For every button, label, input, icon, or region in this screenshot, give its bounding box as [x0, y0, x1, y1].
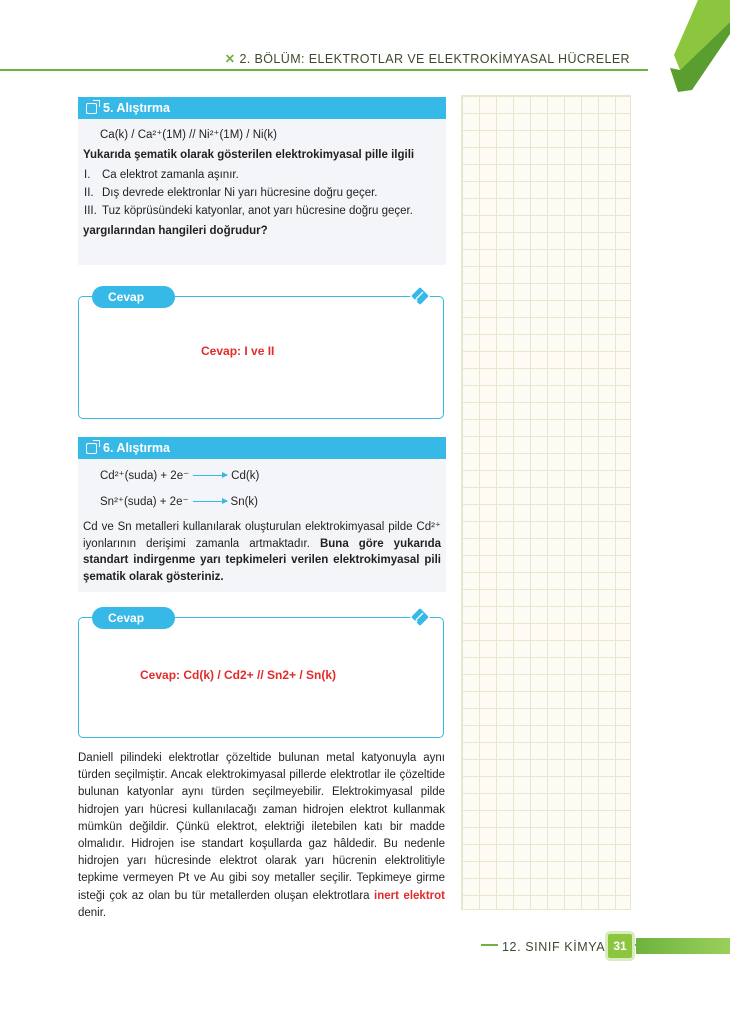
arrow-icon — [193, 501, 227, 502]
corner-ribbon-decoration — [640, 0, 730, 95]
exercise-5-cell-notation: Ca(k) / Ca²⁺(1M) // Ni²⁺(1M) / Ni(k) — [100, 129, 277, 141]
exercise-6-title: 6. Alıştırma — [103, 441, 170, 455]
answer-box-6 — [78, 611, 444, 738]
exercise-5 — [78, 97, 446, 265]
answer-5-text: Cevap: I ve II — [201, 344, 275, 358]
header-rule — [0, 69, 648, 71]
answer-box-5 — [78, 290, 444, 419]
exercise-icon — [86, 103, 97, 114]
exercise-5-closing: yargılarından hangileri doğrudur? — [83, 225, 268, 237]
body-paragraph: Daniell pilindeki elektrotlar çözeltide bulunan metal katyonuyla aynı türden seçilmiştir. Ancak elektrokimyasal pillerde elektrotlar ile çözeltide bulunan katyonlar aynı türden seçilmeyebilir. Elektrokimyasal pilde hidrojen yarı hücresi kullanılacağı zaman hidrojen elektrot kullanmak mümkün değildir. Çünkü elektrot, elektriği iletebilen katı bir madde olmalıdır. Hidrojen ise standart koşullarda gaz hâldedir. Bu nedenle hidrojen yarı hücresinde elektrot olarak yarı hücrenin elektrolitiyle tepkime vermeyen Pt ve Au gibi soy metaller seçilir. Tepkimeye girme isteği çok az olan bu tür metallerden oluşan elektrotlara inert elektrot denir. — [78, 752, 445, 919]
exercise-5-title: 5. Alıştırma — [103, 101, 170, 115]
footer-green-bar — [636, 938, 730, 954]
grid-notes-area — [461, 95, 631, 910]
pencil-note-icon — [409, 285, 431, 307]
inert-electrode-term: inert elektrot — [374, 889, 445, 902]
exercise-icon — [86, 443, 97, 454]
chapter-mark-icon: ✕ — [224, 52, 236, 66]
page-number: 31 — [605, 931, 635, 961]
footer-grade-label: 12. SINIF KİMYA — [498, 940, 609, 954]
half-reaction-cd: Cd²⁺(suda) + 2e⁻ Cd(k) — [100, 470, 260, 482]
statement-item: III. Tuz köprüsündeki katyonlar, anot yarı hücresine doğru geçer. — [84, 205, 413, 217]
statement-item: II. Dış devrede elektronlar Ni yarı hücresine doğru geçer. — [84, 187, 378, 199]
answer-6-text: Cevap: Cd(k) / Cd2+ // Sn2+ / Sn(k) — [140, 668, 337, 682]
arrow-icon — [193, 475, 227, 476]
exercise-6 — [78, 437, 446, 592]
half-reaction-sn: Sn²⁺(suda) + 2e⁻ Sn(k) — [100, 496, 259, 508]
exercise-5-question: Yukarıda şematik olarak gösterilen elektrokimyasal pille ilgili — [83, 149, 415, 161]
exercise-6-title-bar — [78, 437, 446, 459]
chapter-header — [225, 51, 630, 66]
pencil-note-icon — [409, 606, 431, 628]
answer-tag: Cevap — [92, 607, 175, 629]
statement-item: I. Ca elektrot zamanla aşınır. — [84, 169, 239, 181]
exercise-6-question: Cd ve Sn metalleri kullanılarak oluşturulan elektrokimyasal pilde Cd²⁺ iyonlarının derişimi zamanla artmaktadır. Buna göre yukarıda standart indirgenme yarı tepkimeleri verilen elektrokimyasal pili şematik olarak gösteriniz. — [83, 521, 441, 583]
exercise-5-title-bar — [78, 97, 446, 119]
chapter-title: 2. BÖLÜM: ELEKTROTLAR VE ELEKTROKİMYASAL HÜCRELER — [239, 52, 630, 66]
answer-tag: Cevap — [92, 286, 175, 308]
